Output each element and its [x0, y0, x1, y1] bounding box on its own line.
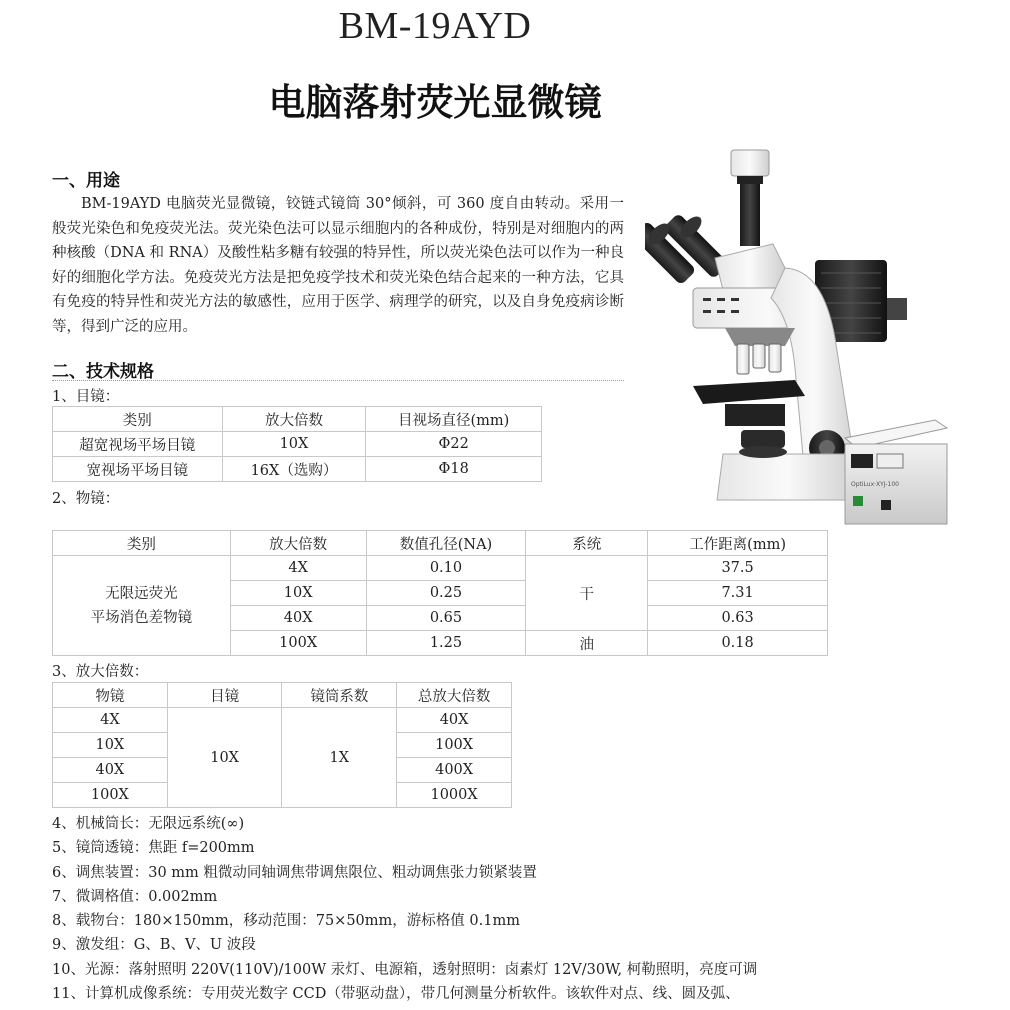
spec-item: 8、载物台：180×150mm，移动范围：75×50mm，游标格值 0.1mm	[52, 913, 520, 930]
camera-adapter	[737, 176, 763, 184]
power-meter	[877, 454, 903, 468]
table-cell: 10X	[222, 432, 366, 457]
header-cell: 镜筒系数	[282, 683, 397, 708]
eyepiece-tubes	[645, 213, 729, 286]
green-switch	[853, 496, 863, 506]
header-cell: 放大倍数	[222, 407, 366, 432]
usage-paragraph: BM-19AYD 电脑荧光显微镜，铰链式镜筒 30°倾斜，可 360 度自由转动。采用一般荧光染色和免疫荧光法。荧光染色法可以显示细胞内的各种成份，特别是对细胞内的两种核酸（DNA 和 RNA）及酸性粘多糖有较强的特异性，所以荧光染色法可以作为一种良好的细胞化学方法。免疫荧光方法是把免疫学技术和荧光染色结合起来的一种方法，它具有免疫的特异性和荧光方法的敏感性，应用于医学、病理学的研究，以及自身免疫病诊断等，得到广泛的应用。	[52, 196, 624, 335]
table-cell: 0.65	[366, 606, 526, 631]
table-cell: 16X（选购）	[222, 457, 366, 482]
microscope-base	[717, 454, 857, 500]
eyepiece-label: 1、目镜：	[52, 389, 120, 405]
header-cell: 类别	[53, 531, 231, 556]
table-cell: 1000X	[397, 783, 512, 808]
table-cell: 40X	[397, 708, 512, 733]
eyepiece-cell: 10X	[167, 708, 282, 808]
table-header-row	[53, 683, 512, 708]
field-lens	[739, 446, 787, 458]
category-line: 平场消色差物镜	[90, 609, 193, 626]
table-cell: 37.5	[648, 556, 828, 581]
power-display	[851, 454, 873, 468]
header-cell: 总放大倍数	[397, 683, 512, 708]
objective-table	[52, 530, 828, 656]
black-switch	[881, 500, 891, 510]
table-cell: Φ22	[366, 432, 542, 457]
header-cell: 数值孔径(NA)	[366, 531, 526, 556]
spec-item: 5、镜筒透镜：焦距 f=200mm	[52, 840, 255, 857]
objective-category-cell	[53, 556, 231, 656]
condenser	[741, 430, 785, 448]
spec-item: 11、计算机成像系统：专用荧光数字 CCD（带驱动盘），带几何测量分析软件。该软件对点、线、圆及弧、	[52, 986, 740, 1003]
microscope-photo	[645, 148, 960, 528]
objective-lenses	[737, 344, 781, 374]
system-cell: 干	[526, 556, 648, 631]
table-cell: 4X	[230, 556, 366, 581]
model-number: BM-19AYD	[338, 5, 532, 47]
ccd-camera	[731, 150, 769, 176]
lamp-adjust-knob	[887, 298, 907, 320]
objective-label: 2、物镜：	[52, 491, 120, 507]
spec-item: 10、光源：落射照明 220V(110V)/100W 汞灯、电源箱，透射照明：卤素灯 12V/30W, 柯勒照明，亮度可调	[52, 961, 758, 978]
table-cell: 0.63	[648, 606, 828, 631]
table-cell: 0.25	[366, 581, 526, 606]
tube-factor-cell: 1X	[282, 708, 397, 808]
table-cell: 0.10	[366, 556, 526, 581]
table-cell: 0.18	[648, 631, 828, 656]
eyepiece-table	[52, 406, 542, 482]
stage-carrier	[725, 404, 785, 426]
header-cell: 物镜	[53, 683, 168, 708]
table-cell: 4X	[53, 708, 168, 733]
table-cell: 超宽视场平场目镜	[53, 432, 223, 457]
header-cell: 目镜	[167, 683, 282, 708]
table-row	[53, 432, 542, 457]
table-cell: 宽视场平场目镜	[53, 457, 223, 482]
header-cell: 类别	[53, 407, 223, 432]
magnification-label: 3、放大倍数：	[52, 664, 149, 680]
mechanical-stage	[693, 380, 805, 404]
spec-item: 9、激发组：G、B、V、U 波段	[52, 937, 256, 954]
table-cell: 100X	[53, 783, 168, 808]
section-divider	[52, 380, 624, 381]
spec-item: 4、机械筒长：无限远系统(∞)	[52, 816, 245, 832]
header-cell: 放大倍数	[230, 531, 366, 556]
power-box-brand: OptiLux·XYJ-100	[851, 481, 899, 488]
page-title: 电脑落射荧光显微镜	[268, 81, 602, 124]
table-cell: 100X	[230, 631, 366, 656]
table-cell: 400X	[397, 758, 512, 783]
spec-item: 6、调焦装置：30 mm 粗微动同轴调焦带调焦限位、粗动调焦张力锁紧装置	[52, 864, 537, 881]
header-cell: 工作距离(mm)	[648, 531, 828, 556]
table-row	[53, 708, 512, 733]
table-row	[53, 457, 542, 482]
table-cell: 10X	[53, 733, 168, 758]
specs-heading: 二、技术规格	[52, 362, 154, 382]
header-cell: 系统	[526, 531, 648, 556]
table-header-row	[53, 531, 828, 556]
magnification-table	[52, 682, 512, 808]
table-cell: 1.25	[366, 631, 526, 656]
spec-list	[52, 812, 757, 1006]
table-cell: 10X	[230, 581, 366, 606]
system-cell: 油	[526, 631, 648, 656]
header-cell: 目视场直径(mm)	[366, 407, 542, 432]
camera-tube	[740, 184, 760, 246]
category-line: 无限远荧光	[105, 585, 178, 602]
table-header-row	[53, 407, 542, 432]
table-cell: 40X	[230, 606, 366, 631]
table-cell: Φ18	[366, 457, 542, 482]
table-row	[53, 556, 828, 581]
nosepiece	[725, 328, 795, 346]
table-cell: 40X	[53, 758, 168, 783]
usage-heading: 一、用途	[52, 171, 120, 191]
table-cell: 7.31	[648, 581, 828, 606]
spec-item: 7、微调格值：0.002mm	[52, 888, 218, 905]
table-cell: 100X	[397, 733, 512, 758]
